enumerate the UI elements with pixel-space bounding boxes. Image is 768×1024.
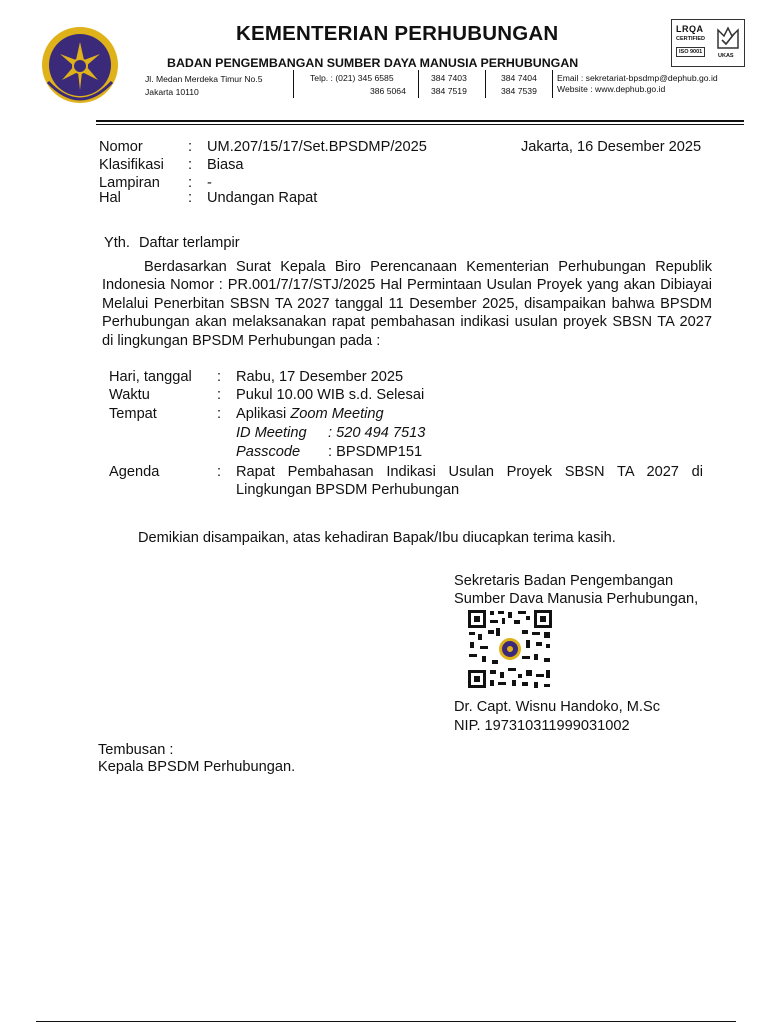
divider [293,70,294,98]
tempat-value [236,405,384,423]
lampiran-label: Lampiran [99,175,160,191]
hari-label: Hari, tanggal [109,369,192,385]
tempat-prefix: Aplikasi [236,406,287,422]
ministry-name: KEMENTERIAN PERHUBUNGAN [236,22,559,45]
agenda-label: Agenda [109,464,160,480]
telp-line-1: Telp. : (021) 345 6585 [310,73,394,83]
colon: : [217,464,222,480]
waktu-label: Waktu [109,387,150,403]
agenda-value: Rapat Pembahasan Indikasi Usulan Proyek SBSN TA 2027 di Lingkungan BPSDM Perhubungan [236,464,703,499]
nomor-label: Nomor [99,139,143,155]
tempat-app: Zoom Meeting [290,406,384,422]
footer-rule [36,1021,736,1022]
website: Website : www.dephub.go.id [557,84,666,94]
waktu-value: Pukul 10.00 WIB s.d. Selesai [236,387,425,403]
id-meeting-label: ID Meeting [236,425,307,441]
colon: : [188,157,193,173]
signatory-name: Dr. Capt. Wisnu Handoko, M.Sc [454,699,661,715]
certification-badge [671,19,745,67]
telp-col3-line-1: 384 7404 [501,73,537,83]
colon: : [188,175,193,191]
agency-name: BADAN PENGEMBANGAN SUMBER DAYA MANUSIA PERHUBUNGAN [167,56,579,70]
tembusan-label: Tembusan : [98,742,174,758]
id-meeting-value: : 520 494 7513 [328,425,426,441]
hal-label: Hal [99,190,121,206]
colon: : [188,190,193,206]
body-paragraph: Berdasarkan Surat Kepala Biro Perencanaan Kementerian Perhubungan Republik Indonesia Nomor : PR.001/7/17/STJ/2025 Hal Permintaan Usulan Proyek yang akan Dibiayai Melalui Penerbitan SBSN TA 2027 tanggal 11 Desember 2025, disampaikan bahwa BPSDM Perhubungan akan melaksanakan rapat pembahasan indikasi usulan proyek SBSN TA 2027 di lingkungan BPSDM Perhubungan pada : [102,259,712,349]
letterhead-rule-thin [96,124,744,125]
cert-certified: CERTIFIED [676,36,706,42]
tempat-label: Tempat [109,406,157,422]
telp-col3-line-2: 384 7539 [501,86,537,96]
address-line-1: Jl. Medan Merdeka Timur No.5 [145,74,263,84]
email: Email : sekretariat-bpsdmp@dephub.go.id [557,73,718,83]
lampiran-value: - [207,175,212,191]
tembusan-item: Kepala BPSDM Perhubungan. [98,759,296,775]
address-line-2: Jakarta 10110 [145,87,199,97]
closing-text: Demikian disampaikan, atas kehadiran Bapak/Ibu diucapkan terima kasih. [138,530,616,546]
telp-col2-line-2: 384 7519 [431,86,467,96]
yth-label: Yth. [104,235,130,251]
hal-value: Undangan Rapat [207,190,318,206]
klasifikasi-value: Biasa [207,157,244,173]
klasifikasi-label: Klasifikasi [99,157,164,173]
letter-date: Jakarta, 16 Desember 2025 [521,139,702,155]
colon: : [217,387,222,403]
qr-code-icon [466,608,554,690]
ministry-emblem-icon [40,24,120,106]
divider [552,70,553,98]
signatory-title-line-1: Sekretaris Badan Pengembangan [454,573,674,589]
cert-ukas: UKAS [718,53,734,59]
colon: : [217,369,222,385]
colon: : [217,406,222,422]
recipient: Daftar terlampir [139,235,240,251]
divider [418,70,419,98]
nomor-value: UM.207/15/17/Set.BPSDMP/2025 [207,139,427,155]
telp-line-2: 386 5064 [370,86,406,96]
signatory-nip: NIP. 197310311999031002 [454,718,630,734]
passcode-value: : BPSDMP151 [328,444,423,460]
divider [485,70,486,98]
cert-iso: ISO 9001 [676,47,705,57]
ukas-crown-icon [716,26,740,50]
signatory-title-line-2: Sumber Dava Manusia Perhubungan, [454,591,699,607]
passcode-label: Passcode [236,444,301,460]
letterhead-rule-thick [96,120,744,122]
telp-col2-line-1: 384 7403 [431,73,467,83]
colon: : [188,139,193,155]
cert-lrqa: LRQA [676,24,704,34]
hari-value: Rabu, 17 Desember 2025 [236,369,404,385]
